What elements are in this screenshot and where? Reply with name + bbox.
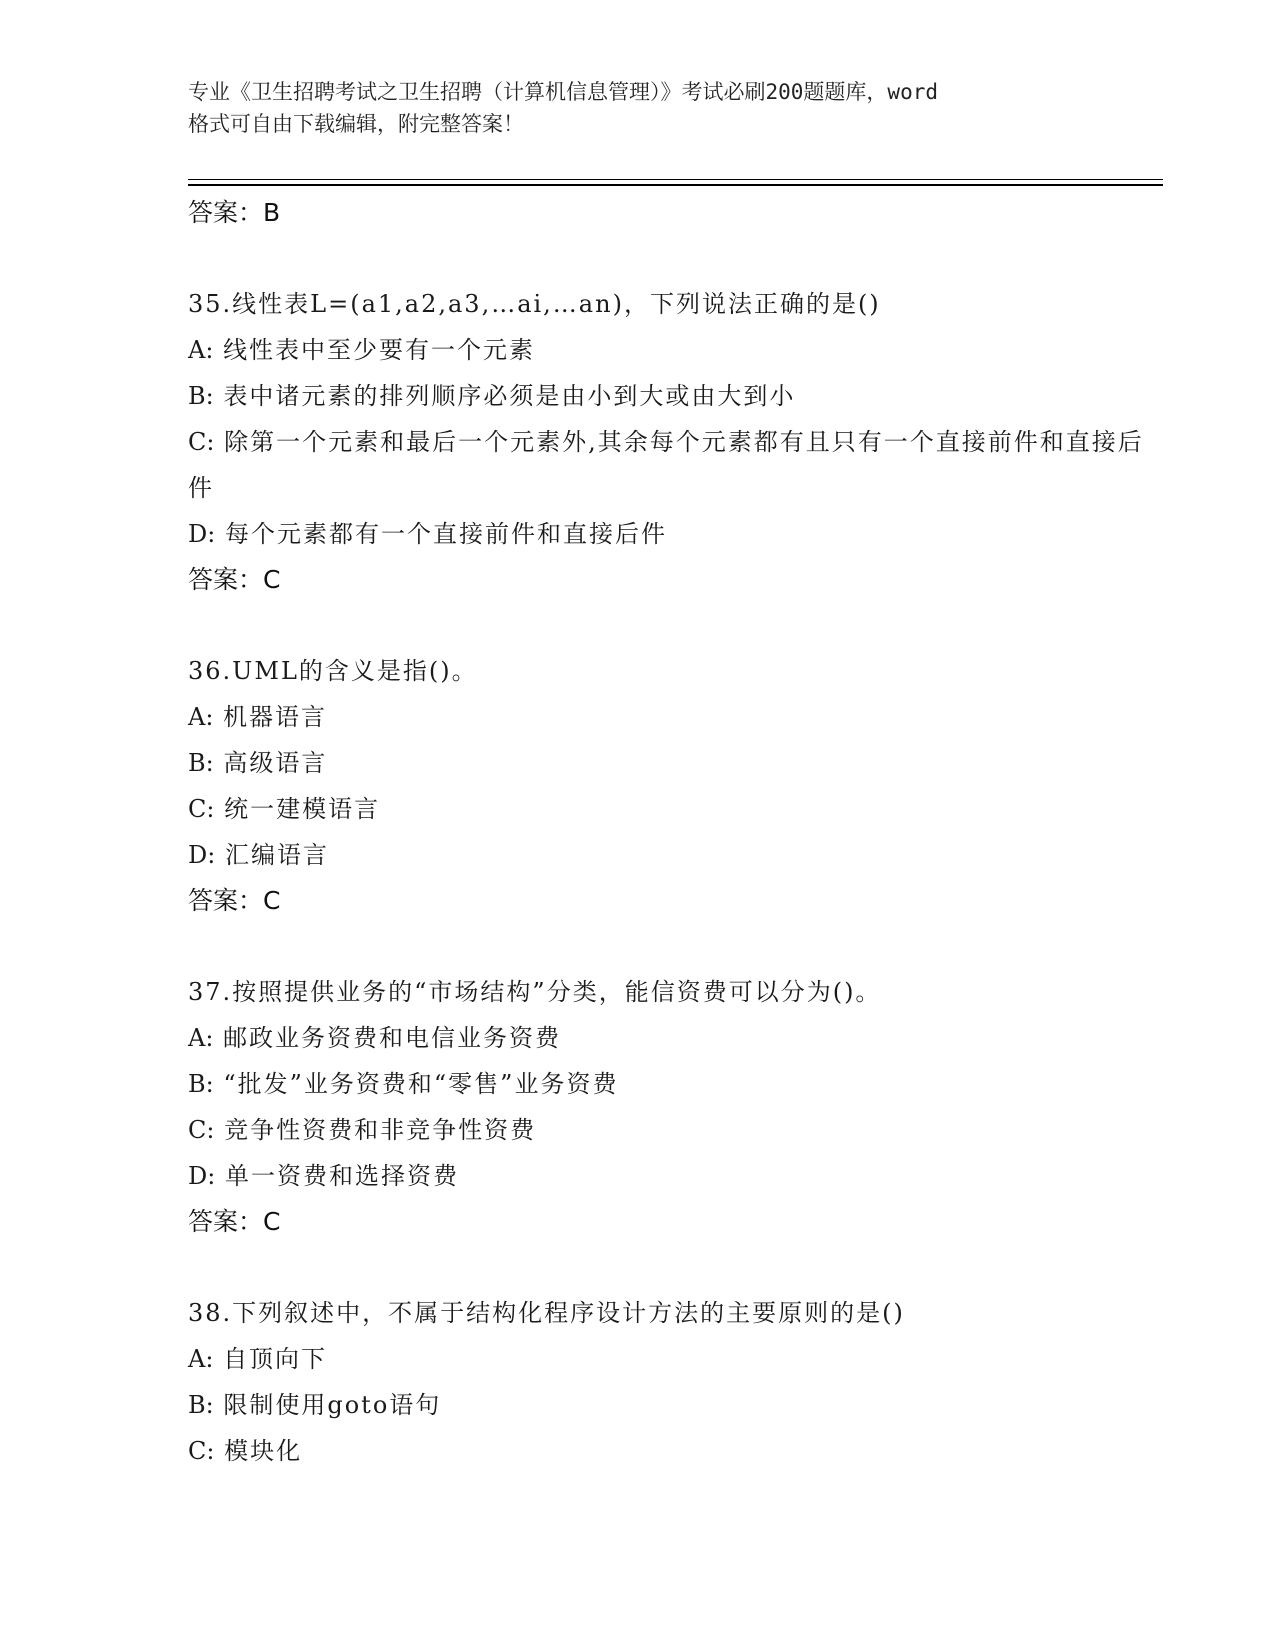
option-text: 自顶向下	[223, 1345, 328, 1373]
question-text: 35.线性表L=(a1,a2,a3,…ai,…an)，下列说法正确的是()	[188, 290, 881, 318]
answer-line: 答案：C	[188, 886, 281, 915]
option-letter: A:	[188, 1345, 214, 1373]
option-text: 机器语言	[223, 703, 328, 731]
option-text: 除第一个元素和最后一个元素外,其余每个元素都有且只有一个直接前件和直接后件	[188, 428, 1144, 502]
option-letter: D:	[188, 520, 216, 548]
option-text: 模块化	[224, 1437, 303, 1465]
option-row	[188, 1153, 1148, 1199]
previous-answer: 答案：B	[188, 198, 281, 227]
option-row	[188, 786, 1148, 832]
option-text: 线性表中至少要有一个元素	[223, 336, 536, 364]
option-letter: B:	[188, 1391, 214, 1419]
option-letter: C:	[188, 1116, 215, 1144]
option-letter: A:	[188, 703, 214, 731]
option-text: 统一建模语言	[224, 795, 381, 823]
question-block	[188, 648, 1148, 924]
option-letter: B:	[188, 1070, 214, 1098]
option-text: 每个元素都有一个直接前件和直接后件	[224, 520, 667, 548]
question-block	[188, 969, 1148, 1245]
document-header	[188, 76, 1088, 140]
option-letter: A:	[188, 336, 214, 364]
option-text: 邮政业务资费和电信业务资费	[223, 1024, 562, 1052]
option-text: “批发”业务资费和“零售”业务资费	[223, 1070, 619, 1098]
option-letter: B:	[188, 749, 214, 777]
option-row	[188, 694, 1148, 740]
option-letter: C:	[188, 795, 215, 823]
option-text: 竞争性资费和非竞争性资费	[224, 1116, 537, 1144]
option-row	[188, 1428, 1148, 1474]
question-list	[188, 190, 1148, 1474]
option-row	[188, 1061, 1148, 1107]
option-row	[188, 1015, 1148, 1061]
option-row	[188, 373, 1148, 419]
answer-line: 答案：C	[188, 565, 281, 594]
header-divider-thick	[188, 184, 1163, 186]
option-row	[188, 1336, 1148, 1382]
option-text: 表中诸元素的排列顺序必须是由小到大或由大到小	[223, 382, 796, 410]
option-letter: D:	[188, 841, 216, 869]
question-block	[188, 281, 1148, 603]
option-text: 限制使用goto语句	[223, 1391, 442, 1419]
option-text: 汇编语言	[224, 841, 329, 869]
option-letter: B:	[188, 382, 214, 410]
header-line-2: 格式可自由下载编辑，附完整答案！	[188, 112, 524, 136]
option-row	[188, 327, 1148, 373]
option-row	[188, 740, 1148, 786]
option-row	[188, 832, 1148, 878]
question-block	[188, 1290, 1148, 1474]
question-text: 37.按照提供业务的“市场结构”分类，能信资费可以分为()。	[188, 978, 882, 1006]
header-line-1: 专业《卫生招聘考试之卫生招聘（计算机信息管理）》考试必刷200题题库，word	[188, 80, 938, 104]
option-row	[188, 419, 1148, 511]
option-letter: D:	[188, 1162, 216, 1190]
option-row	[188, 1107, 1148, 1153]
option-letter: A:	[188, 1024, 214, 1052]
answer-line: 答案：C	[188, 1207, 281, 1236]
option-letter: C:	[188, 428, 215, 456]
option-row	[188, 1382, 1148, 1428]
header-divider-thin	[188, 179, 1163, 180]
question-text: 36.UML的含义是指()。	[188, 657, 478, 685]
question-text: 38.下列叙述中，不属于结构化程序设计方法的主要原则的是()	[188, 1299, 905, 1327]
option-row	[188, 511, 1148, 557]
option-text: 高级语言	[223, 749, 328, 777]
option-text: 单一资费和选择资费	[224, 1162, 459, 1190]
option-letter: C:	[188, 1437, 215, 1465]
